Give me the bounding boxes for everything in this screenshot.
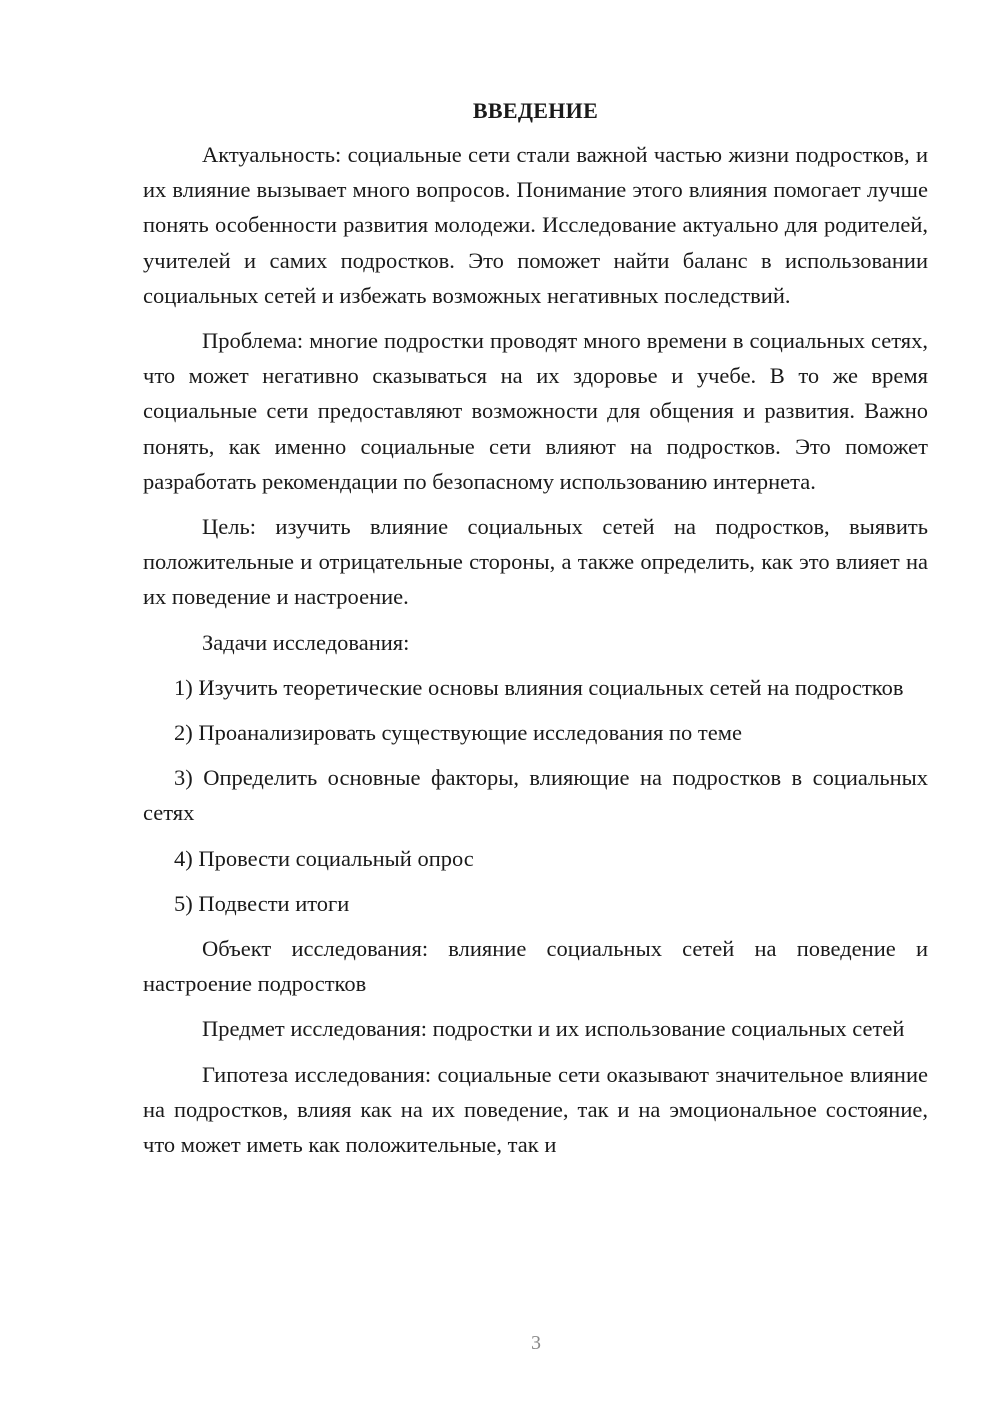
task-item: 2) Проанализировать существующие исследования по теме — [174, 720, 742, 746]
page-content — [143, 95, 928, 1172]
section-title: ВВЕДЕНИЕ — [472, 98, 599, 123]
goal-paragraph: Цель: изучить влияние социальных сетей на подростков, выявить положительные и отрицательные стороны, а также определить, как это влияет на их поведение и настроение. — [143, 514, 928, 610]
object-paragraph: Объект исследования: влияние социальных сетей на поведение и настроение подростков — [143, 936, 928, 997]
task-item: 5) Подвести итоги — [174, 890, 350, 916]
task-item: 3) Определить основные факторы, влияющие на подростков в социальных сетях — [143, 765, 928, 826]
page-number: 3 — [531, 1332, 541, 1354]
task-item: 1) Изучить теоретические основы влияния социальных сетей на подростков — [174, 674, 904, 700]
hypothesis-paragraph: Гипотеза исследования: социальные сети оказывают значительное влияние на подростков, влияя как на их поведение, так и на эмоциональное состояние, что может иметь как положительные, так и — [143, 1061, 928, 1158]
problem-paragraph: Проблема: многие подростки проводят много времени в социальных сетях, что может негативно сказываться на их здоровье и учебе. В то же время социальные сети предоставляют возможности для общения и развития. Важно понять, как именно социальные сети влияют на подростков. Это поможет разработать рекомендации по безопасному использованию интернета. — [143, 328, 928, 494]
subject-paragraph: Предмет исследования: подростки и их использование социальных сетей — [202, 1016, 905, 1042]
tasks-heading: Задачи исследования: — [202, 629, 410, 655]
relevance-paragraph: Актуальность: социальные сети стали важной частью жизни подростков, и их влияние вызывает много вопросов. Понимание этого влияния помогает лучше понять особенности развития молодежи. Исследование актуально для родителей, учителей и самих подростков. Это поможет найти баланс в использовании социальных сетей и избежать возможных негативных последствий. — [143, 142, 928, 308]
task-item: 4) Провести социальный опрос — [174, 845, 474, 871]
